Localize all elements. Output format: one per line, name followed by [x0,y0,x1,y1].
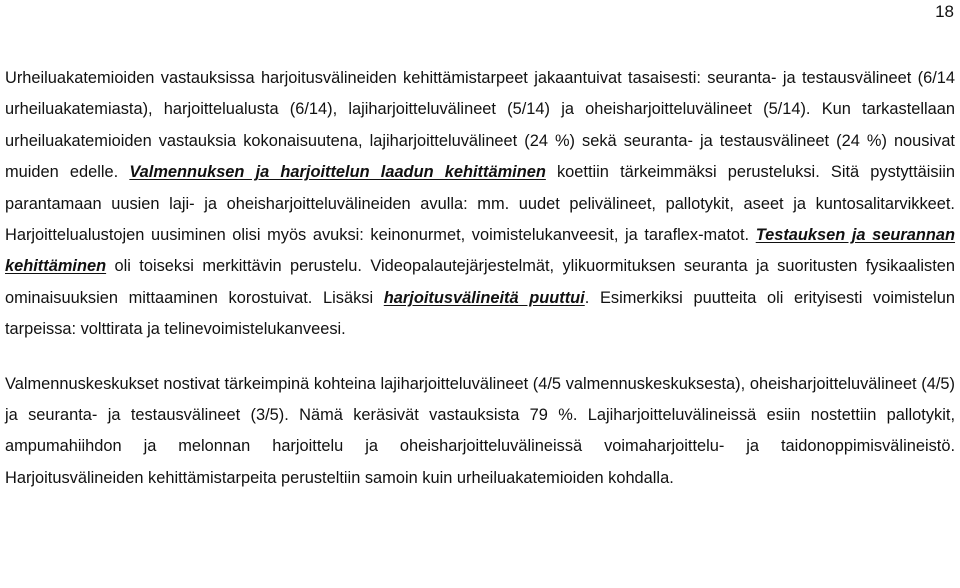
paragraph-text: . Esimerkiksi puutteita oli erityisesti voimistelun tarpeissa: volttirata ja telinevoimistelukanveesi. [5,288,955,339]
emphasis-coaching-quality: Valmennuksen ja harjoittelun laadun kehittäminen [129,163,546,182]
paragraph-text: Urheiluakatemioiden vastauksissa harjoitusvälineiden kehittämistarpeet jakaantuivat tasaisesti: seuranta- ja testausvälineet (6/14 urheiluakatemiasta), harjoittelualusta (6/14), lajiharjoitteluvälineet (5/14) ja oheisharjoitteluvälineet (5/14). Kun tarkastellaan urheiluakatemioiden vastauksia kokonaisuutena, lajiharjoitteluvälineet (24 %) sekä seuranta- ja testausvälineet (24 %) nousivat muiden edelle. [5,69,955,182]
emphasis-testing-monitoring: Testauksen ja seurannan kehittäminen [5,226,956,276]
paragraph-text: koettiin tärkeimmäksi perusteluksi. Sitä pystyttäisiin parantamaan uusien laji- ja oheisharjoitteluvälineiden avulla: mm. uudet pelivälineet, pallotykit, aseet ja kuntosalitarvikkeet. Harjoittelualustojen uusiminen olisi myös avuksi: keinonurmet, voimistelukanveesit, ja taraflex-matot. [5,163,955,245]
page-number: 18 [935,2,954,21]
paragraph-coaching-centers: Valmennuskeskukset nostivat tärkeimpinä kohteina lajiharjoitteluvälineet (4/5 valmennuskeskuksesta), oheisharjoitteluvälineet (4/5) ja seuranta- ja testausvälineet (3/5). Nämä keräsivät vastauksista 79 %. Lajiharjoitteluvälineissä esiin nostettiin pallotykit, ampumahiihdon ja melonnan harjoittelu ja oheisharjoitteluvälineissä voimaharjoittelu- ja taidonoppimisvälineistö. Harjoitusvälineiden kehittämistarpeita perusteltiin samoin kuin urheiluakatemioiden kohdalla. [5,374,955,487]
paragraph-academies [5,63,955,346]
paragraph-text: oli toiseksi merkittävin perustelu. Videopalautejärjestelmät, ylikuormituksen seuranta ja suoritusten fysikaalisten ominaisuuksien mittaaminen korostuivat. Lisäksi [5,257,955,307]
document-body [5,63,955,494]
emphasis-missing-equipment: harjoitusvälineitä puuttui [383,288,585,307]
